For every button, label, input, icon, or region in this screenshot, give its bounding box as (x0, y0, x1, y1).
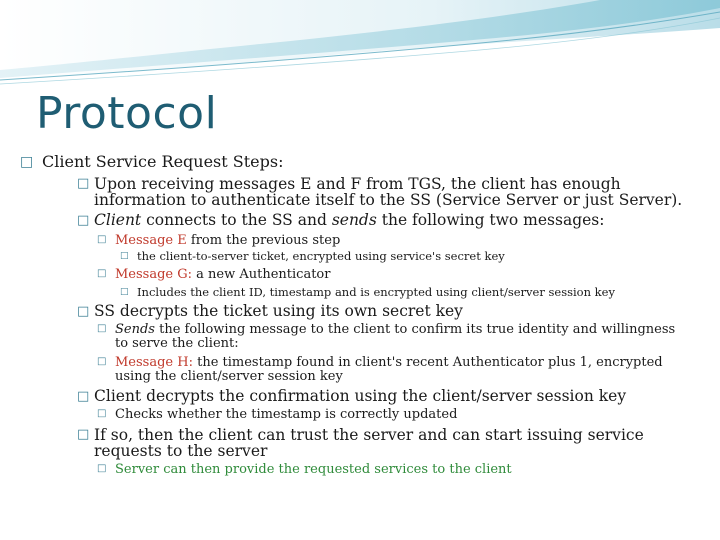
bullet-icon: □ (120, 287, 129, 297)
bullet-icon: □ (20, 154, 34, 170)
bullet-sends-message: □ Sends the following message to the client to confirm its true identity and willingness to serve the client: (97, 322, 676, 351)
bullet-includes-client-id: □ Includes the client ID, timestamp and is encrypted using client/server session key (120, 285, 615, 299)
bullet-client-connects: □ Client connects to the SS and sends the following two messages: (77, 211, 605, 229)
bullet-message-h: □ Message H: the timestamp found in client's recent Authenticator plus 1, encrypted using the client/server session key (97, 355, 663, 384)
bullet-server-provides-services: □ Server can then provide the requested services to the client (97, 462, 512, 477)
bullet-if-so-trust-server: □ If so, then the client can trust the server and can start issuing service requests to the server (77, 426, 644, 461)
slide-title: Protocol (36, 88, 218, 139)
bullet-icon: □ (120, 251, 129, 261)
bullet-ss-decrypts: □ SS decrypts the ticket using its own secret key (77, 302, 463, 320)
bullet-checks-timestamp: □ Checks whether the timestamp is correctly updated (97, 407, 458, 422)
bullet-icon: □ (77, 427, 90, 442)
header-swoosh-decoration (0, 0, 720, 90)
bullet-icon: □ (97, 408, 107, 419)
bullet-icon: □ (77, 389, 90, 404)
bullet-client-service-request-steps: □ Client Service Request Steps: (20, 152, 284, 171)
bullet-icon: □ (77, 304, 90, 319)
bullet-client-decrypts: □ Client decrypts the confirmation using the client/server session key (77, 387, 627, 405)
bullet-icon: □ (77, 176, 90, 191)
bullet-icon: □ (97, 356, 107, 367)
bullet-upon-receiving-messages: □ Upon receiving messages E and F from TGS, the client has enough information to authenticate itself to the SS (Service Server or just Server). (77, 175, 683, 210)
bullet-icon: □ (97, 323, 107, 334)
bullet-client-to-server-ticket: □ the client-to-server ticket, encrypted using service's secret key (120, 249, 505, 263)
bullet-icon: □ (77, 213, 90, 228)
bullet-message-g: □ Message G: a new Authenticator (97, 267, 331, 282)
bullet-icon: □ (97, 234, 107, 245)
bullet-icon: □ (97, 268, 107, 279)
bullet-icon: □ (97, 463, 107, 474)
bullet-message-e: □ Message E from the previous step (97, 233, 341, 248)
